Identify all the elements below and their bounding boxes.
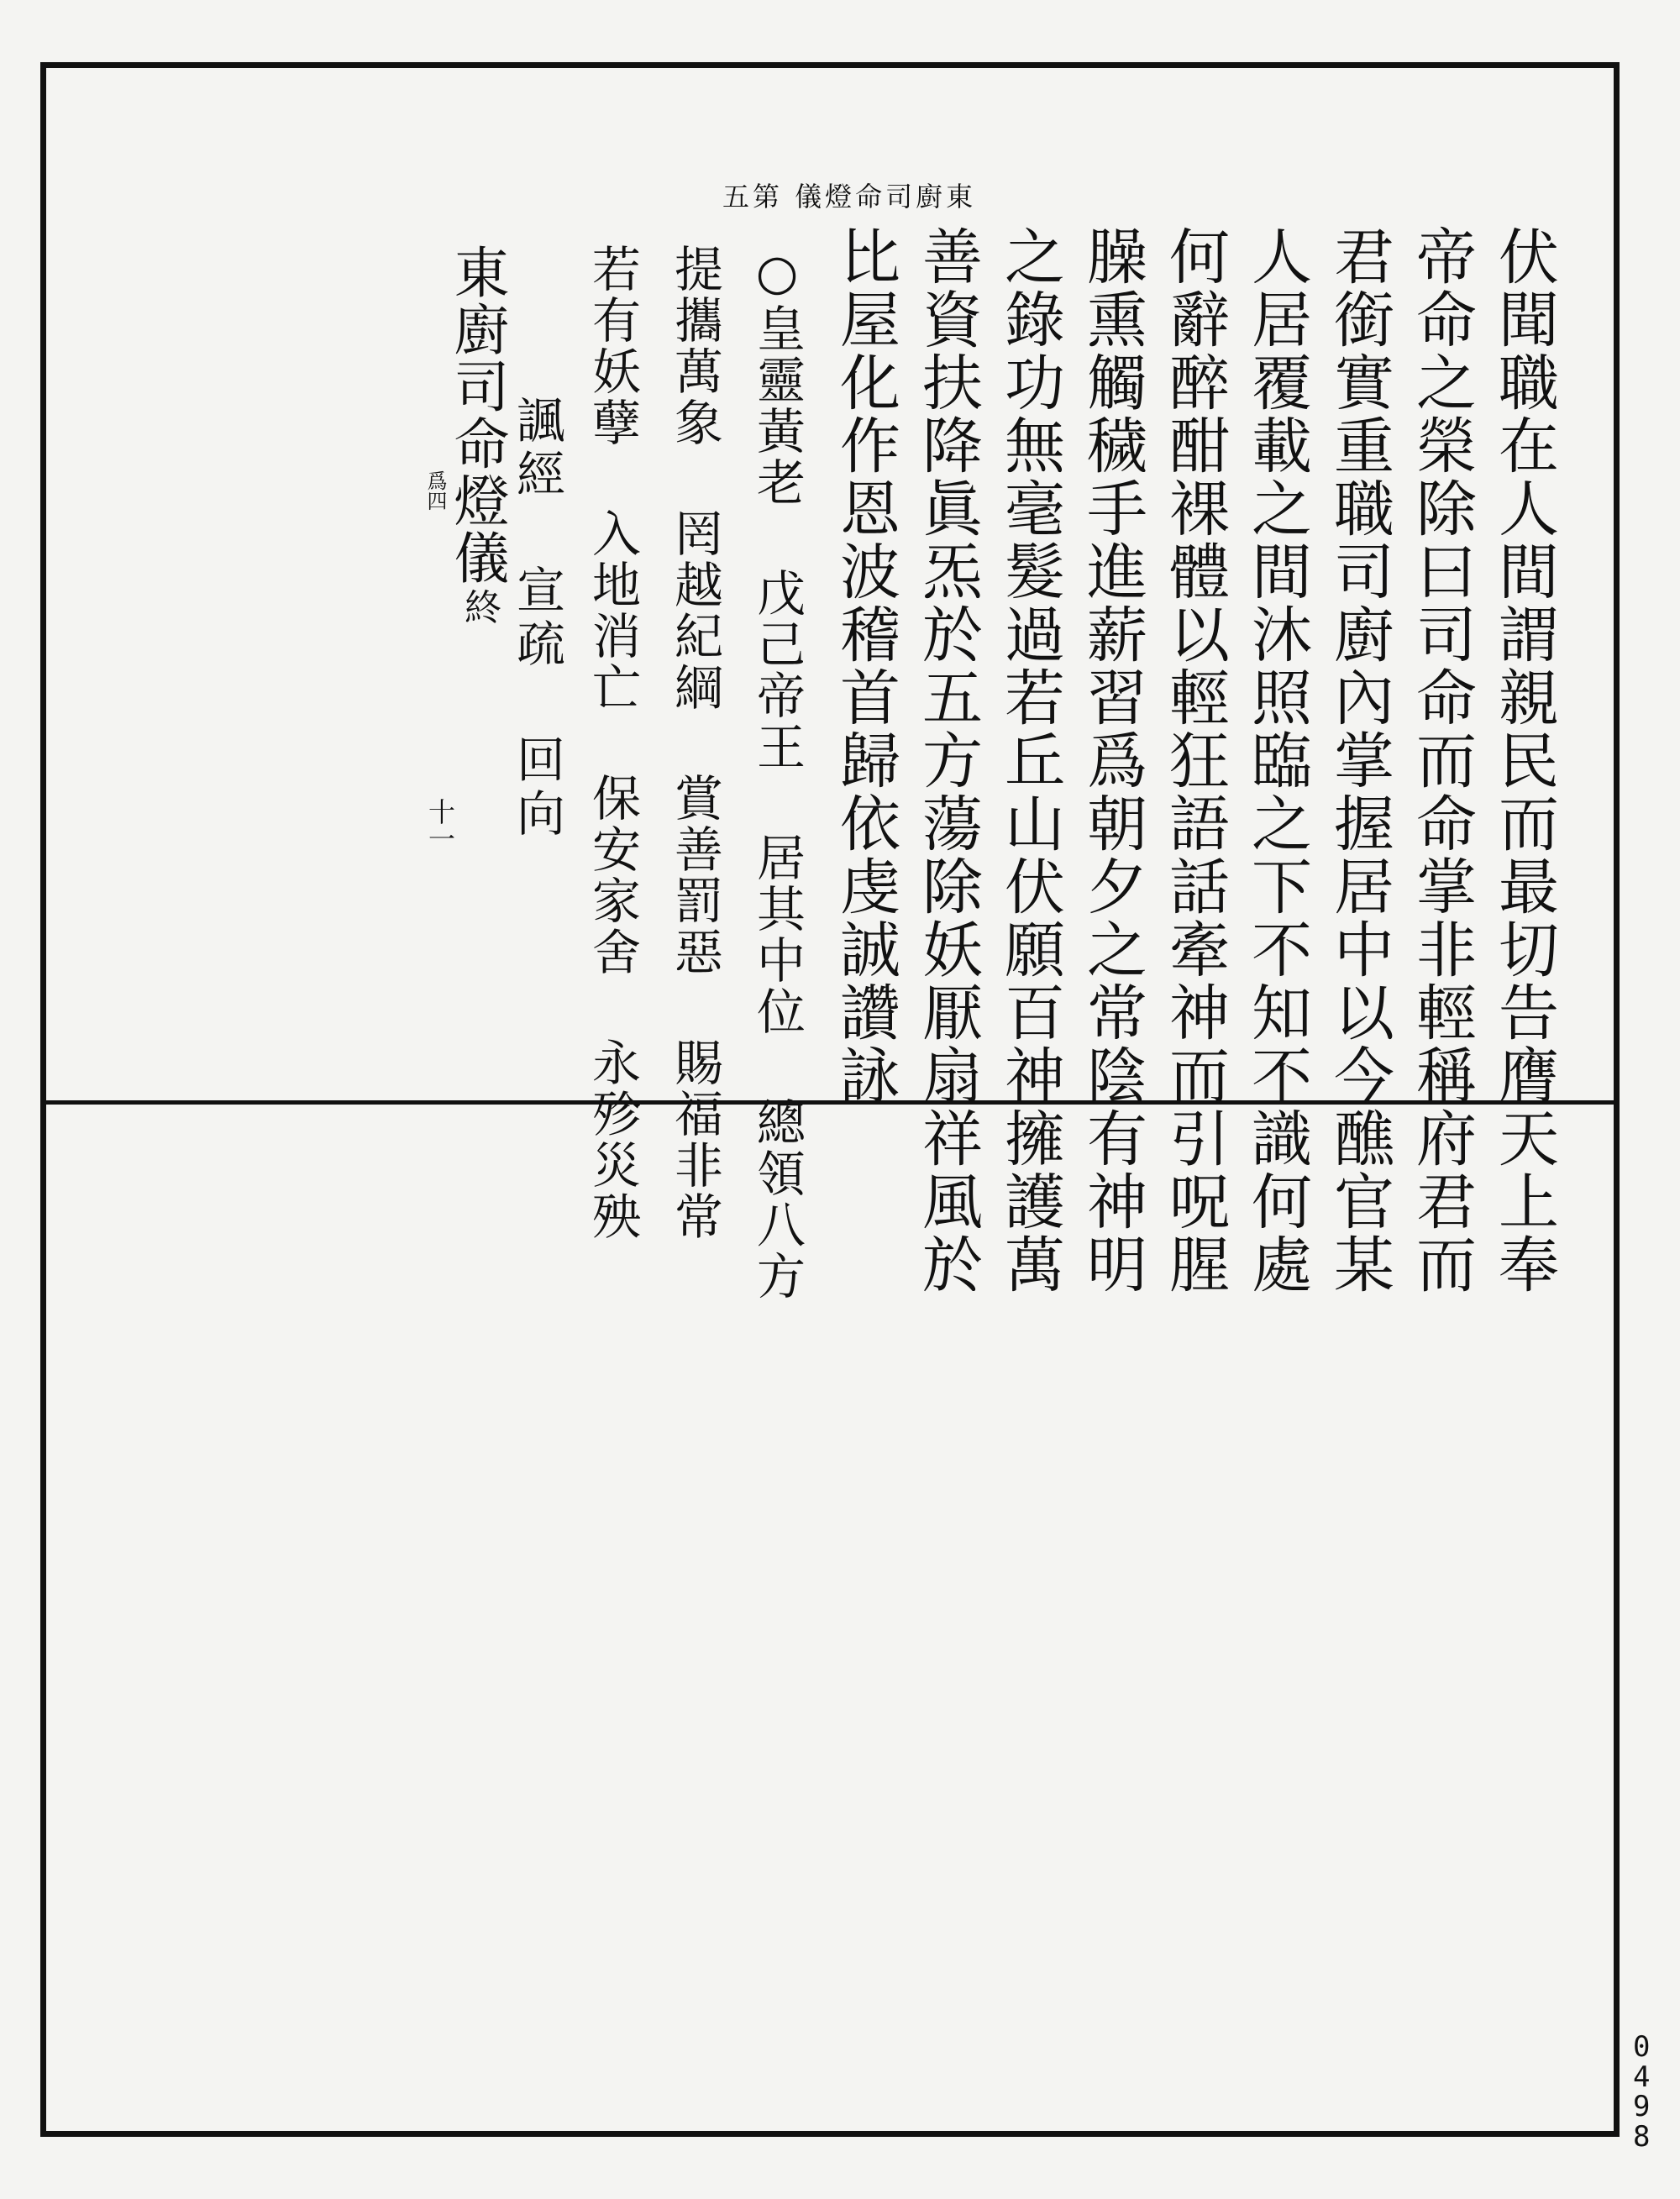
end-title: 東廚司命燈儀 xyxy=(444,244,509,586)
text-column-3: 君銜實重職司廚內掌握居中以今醮官某 xyxy=(1324,225,1394,1296)
text-column-1: 伏聞職在人間謂親民而最切告膺天上奉 xyxy=(1488,225,1559,1296)
text-column-12: 若有妖孽 入地消亡 保安家舍 永殄災殃 xyxy=(584,244,641,1242)
text-column-7: 之錄功無毫髮過若丘山伏願百神擁護萬 xyxy=(995,225,1065,1296)
text-column-9: 比屋化作恩波稽首歸依虔誠讚詠 xyxy=(830,225,900,1107)
page-header: 五第 儀燈命司廚東 xyxy=(722,181,977,213)
end-marker: 終 xyxy=(458,588,501,625)
text-column-2: 帝命之榮除曰司命而命掌非輕稱府君而 xyxy=(1406,225,1477,1296)
text-column-13: 諷經 宣疏 回向 xyxy=(508,395,565,842)
folio-number: 十一 xyxy=(424,798,456,852)
page-number: 0 4 9 8 xyxy=(1633,2030,1651,2154)
text-column-8: 善資扶降眞炁於五方蕩除妖厭扇祥風於 xyxy=(912,225,983,1296)
text-column-11: 提攜萬象 罔越紀綱 賞善罰惡 賜福非常 xyxy=(666,244,723,1242)
text-column-5: 何辭醉酣裸體以輕狂語話牽神而引呪腥 xyxy=(1159,225,1230,1296)
text-column-10: ○皇靈黃老 戊己帝王 居其中位 總領八方 xyxy=(748,244,806,1302)
side-note: 爲四 xyxy=(423,470,447,511)
text-column-6: 臊熏觸穢手進薪習爲朝夕之常陰有神明 xyxy=(1077,225,1147,1296)
text-column-4: 人居覆載之間沐照臨之下不知不識何處 xyxy=(1242,225,1312,1296)
